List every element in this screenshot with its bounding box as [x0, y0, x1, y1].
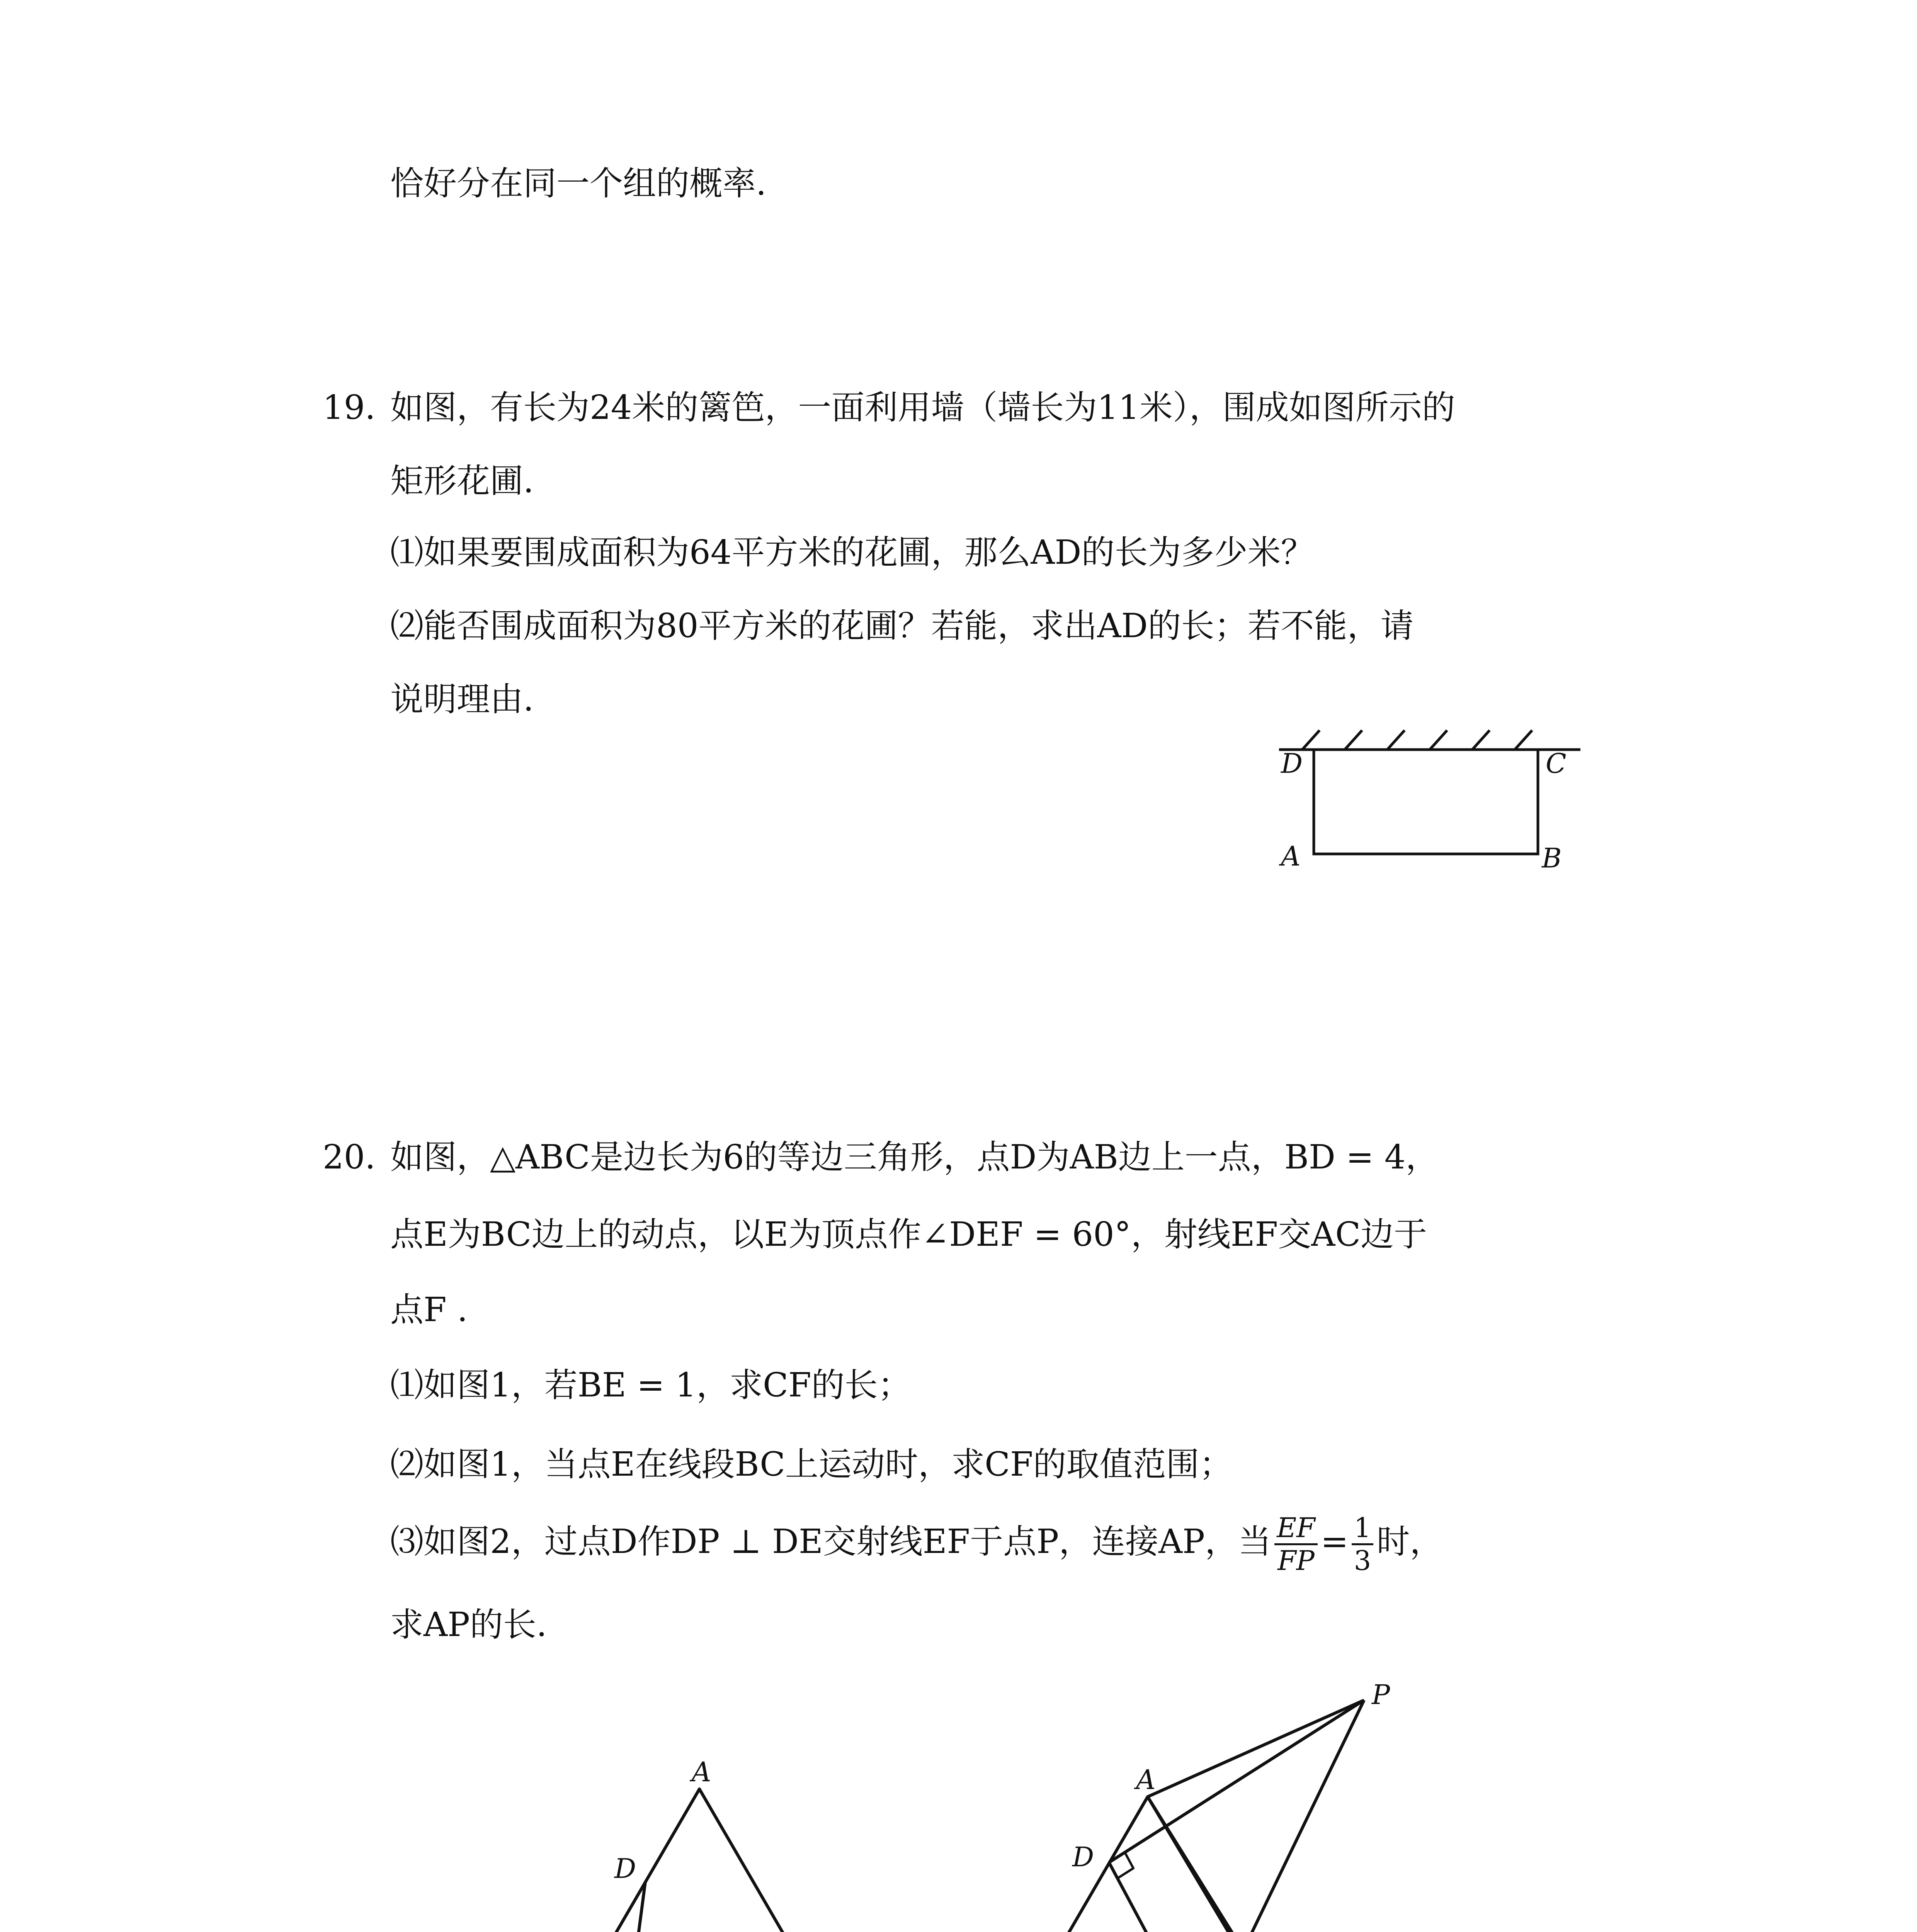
fig1-label-D: D: [614, 1853, 636, 1884]
segment-AF: [1148, 1797, 1256, 1932]
segment-AP: [1148, 1700, 1364, 1797]
label-A: A: [1281, 840, 1301, 872]
fig2-label-D: D: [1072, 1841, 1094, 1873]
q20-part3-tail: 时，: [1376, 1522, 1443, 1561]
figure-2: [974, 1673, 1476, 1932]
q19-part2: ⑵能否围成面积为80平方米的花圃？若能，求出AD的长；若不能，请: [390, 607, 1414, 645]
q19-figure: [1264, 703, 1611, 881]
q20-line1: 如图，△ABC是边长为6的等边三角形，点D为AB边上一点，BD = 4，: [390, 1138, 1439, 1177]
q20-line2: 点E为BC边上的动点，以E为顶点作∠DEF = 60°，射线EF交AC边于: [390, 1215, 1427, 1254]
label-B: B: [1542, 842, 1562, 874]
q19-line1: 如图，有长为24米的篱笆，一面利用墙（墙长为11米），围成如图所示的: [390, 388, 1455, 427]
q19-part2-cont: 说明理由.: [390, 680, 534, 719]
q19-part1: ⑴如果要围成面积为64平方米的花圃，那么AD的长为多少米？: [390, 533, 1314, 572]
q20-part3: [390, 1511, 1443, 1576]
q20-number: 20.: [323, 1138, 376, 1177]
fig1-label-A: A: [692, 1756, 711, 1788]
equals-sign: =: [1320, 1522, 1349, 1561]
fraction-ef-fp-denominator: FP: [1277, 1545, 1315, 1577]
q20-part1: ⑴如图1，若BE = 1，求CF的长；: [390, 1366, 911, 1405]
figure-1: [522, 1747, 889, 1932]
q18-tail: 恰好分在同一个组的概率.: [390, 164, 767, 203]
q20-part2: ⑵如图1，当点E在线段BC上运动时，求CF的取值范围；: [390, 1445, 1233, 1484]
fig2-label-A: A: [1136, 1764, 1156, 1796]
q20-line3: 点F .: [390, 1291, 468, 1329]
triangle-ABC: [560, 1789, 839, 1932]
label-D: D: [1281, 748, 1303, 779]
fraction-one-third: [1352, 1512, 1374, 1576]
fraction-one-third-numerator: 1: [1352, 1512, 1374, 1545]
fig2-label-P: P: [1372, 1679, 1390, 1711]
segment-DE: [1109, 1862, 1202, 1932]
label-C: C: [1546, 748, 1567, 779]
fence-rectangle: [1314, 750, 1538, 854]
q20-part3-text: ⑶如图2，过点D作DP ⊥ DE交射线EF于点P，连接AP，当: [390, 1522, 1272, 1561]
q19-number: 19.: [323, 388, 376, 427]
q20-part3-cont: 求AP的长.: [390, 1605, 547, 1644]
q19-line2: 矩形花圃.: [390, 462, 534, 500]
fraction-ef-fp: [1274, 1512, 1318, 1576]
triangle-ABC: [1009, 1797, 1291, 1932]
fraction-one-third-denominator: 3: [1354, 1545, 1371, 1577]
fraction-ef-fp-numerator: EF: [1274, 1512, 1318, 1545]
